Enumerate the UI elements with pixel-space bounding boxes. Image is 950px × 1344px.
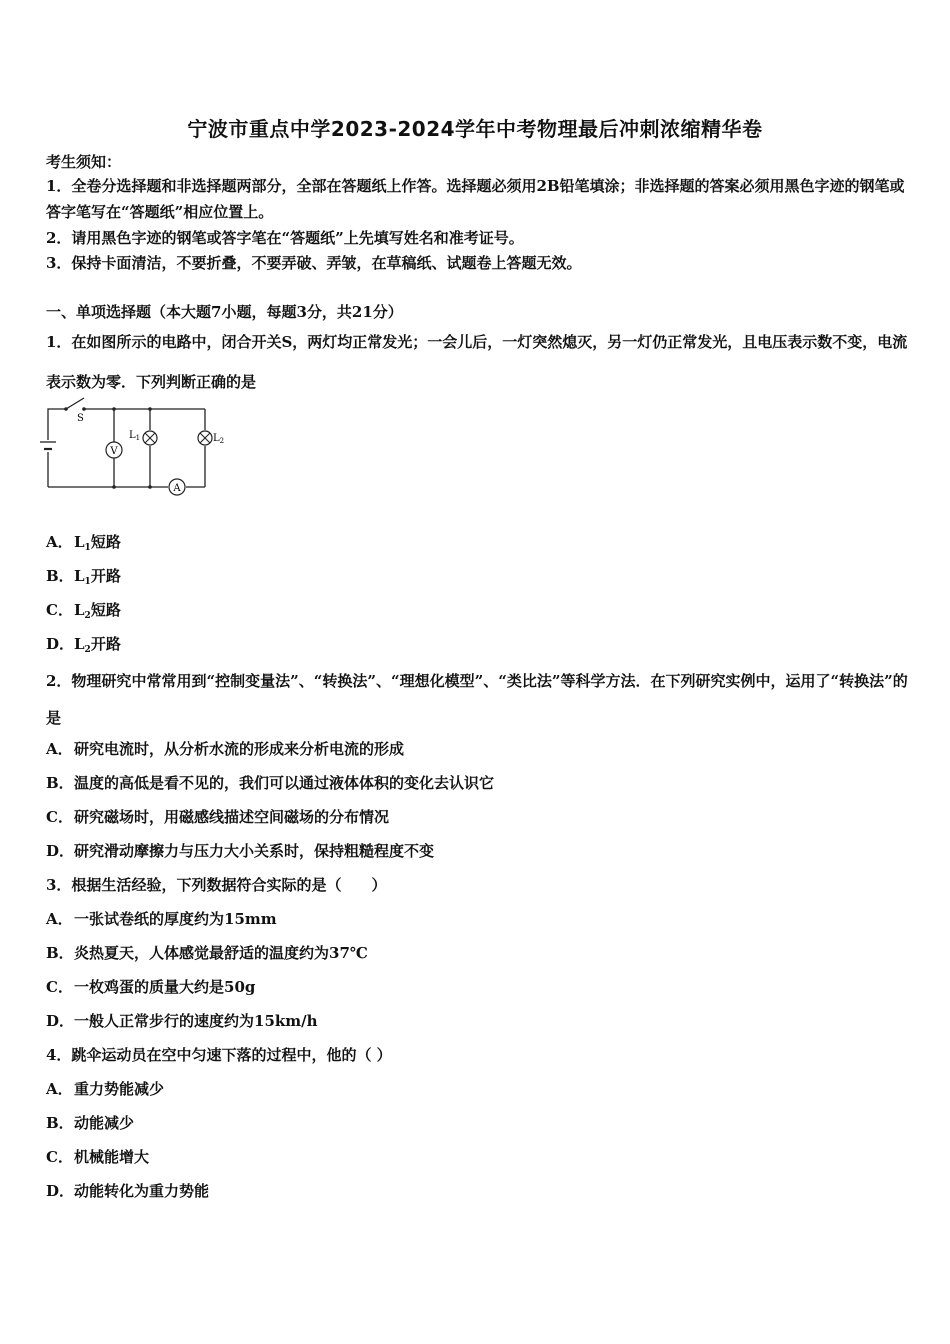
notice-item: 1．全卷分选择题和非选择题两部分，全部在答题纸上作答。选择题必须用2B铅笔填涂；非选择题的答案必须用黑色字迹的钢笔或答字笔写在“答题纸”相应位置上。 (46, 177, 905, 221)
option-c: C．一枚鸡蛋的质量大约是50g (46, 978, 256, 996)
junction-dot (112, 407, 116, 411)
notice-item: 3．保持卡面清洁，不要折叠，不要弄破、弄皱，在草稿纸、试题卷上答题无效。 (46, 254, 582, 272)
question-1-stem: 1．在如图所示的电路中，闭合开关S，两灯均正常发光；一会儿后，一灯突然熄灭，另一灯仍正常发光，且电压表示数不变，电流表示数为零．下列判断正确的是 (46, 333, 908, 391)
option-d: D．研究滑动摩擦力与压力大小关系时，保持粗糙程度不变 (46, 842, 435, 860)
lamp-l2-icon (198, 431, 212, 445)
option-d: D．动能转化为重力势能 (46, 1182, 210, 1200)
lamp-l1-label: $L_1$ (129, 430, 141, 442)
switch-label: S (77, 413, 84, 424)
lamp-l1-icon (143, 431, 157, 445)
voltmeter-label: V (110, 446, 118, 457)
option-c: C．研究磁场时，用磁感线描述空间磁场的分布情况 (46, 808, 390, 826)
switch-contact (64, 407, 68, 411)
notice-item: 2．请用黑色字迹的钢笔或答字笔在“答题纸”上先填写姓名和准考证号。 (46, 229, 524, 247)
option-c: C．$L_2$短路 (46, 601, 121, 621)
notice-heading: 考生须知： (46, 153, 122, 171)
option-a: A．一张试卷纸的厚度约为15mm (46, 910, 277, 928)
junction-dot (148, 485, 152, 489)
option-c: C．机械能增大 (46, 1148, 150, 1166)
lamp-l2-label: $L_2$ (213, 433, 225, 445)
ammeter-label: A (173, 483, 181, 494)
option-b: B．温度的高低是看不见的，我们可以通过液体体积的变化去认识它 (46, 774, 495, 792)
option-b: B．$L_1$开路 (46, 567, 121, 587)
option-a: A．研究电流时，从分析水流的形成来分析电流的形成 (46, 740, 405, 758)
option-d: D．$L_2$开路 (46, 635, 121, 655)
question-3-stem: 3．根据生活经验，下列数据符合实际的是（ ） (46, 876, 387, 894)
junction-dot (112, 485, 116, 489)
switch-contact (82, 407, 86, 411)
junction-dot (148, 407, 152, 411)
option-b: B．动能减少 (46, 1114, 135, 1132)
question-2-stem: 2．物理研究中常常用到“控制变量法”、“转换法”、“理想化模型”、“类比法”等科学方法．在下列研究实例中，运用了“转换法”的是 (46, 672, 908, 727)
option-a: A．$L_1$短路 (46, 533, 121, 553)
page-title: 宁波市重点中学2023-2024学年中考物理最后冲刺浓缩精华卷 (187, 117, 763, 141)
section-heading: 一、单项选择题（本大题7小题，每题3分，共21分） (46, 303, 403, 321)
circuit-diagram (40, 392, 240, 496)
question-4-stem: 4．跳伞运动员在空中匀速下落的过程中，他的（ ） (46, 1046, 392, 1064)
option-b: B．炎热夏天，人体感觉最舒适的温度约为37℃ (46, 944, 368, 962)
option-a: A．重力势能减少 (46, 1080, 165, 1098)
option-d: D．一般人正常步行的速度约为15km/h (46, 1012, 318, 1030)
